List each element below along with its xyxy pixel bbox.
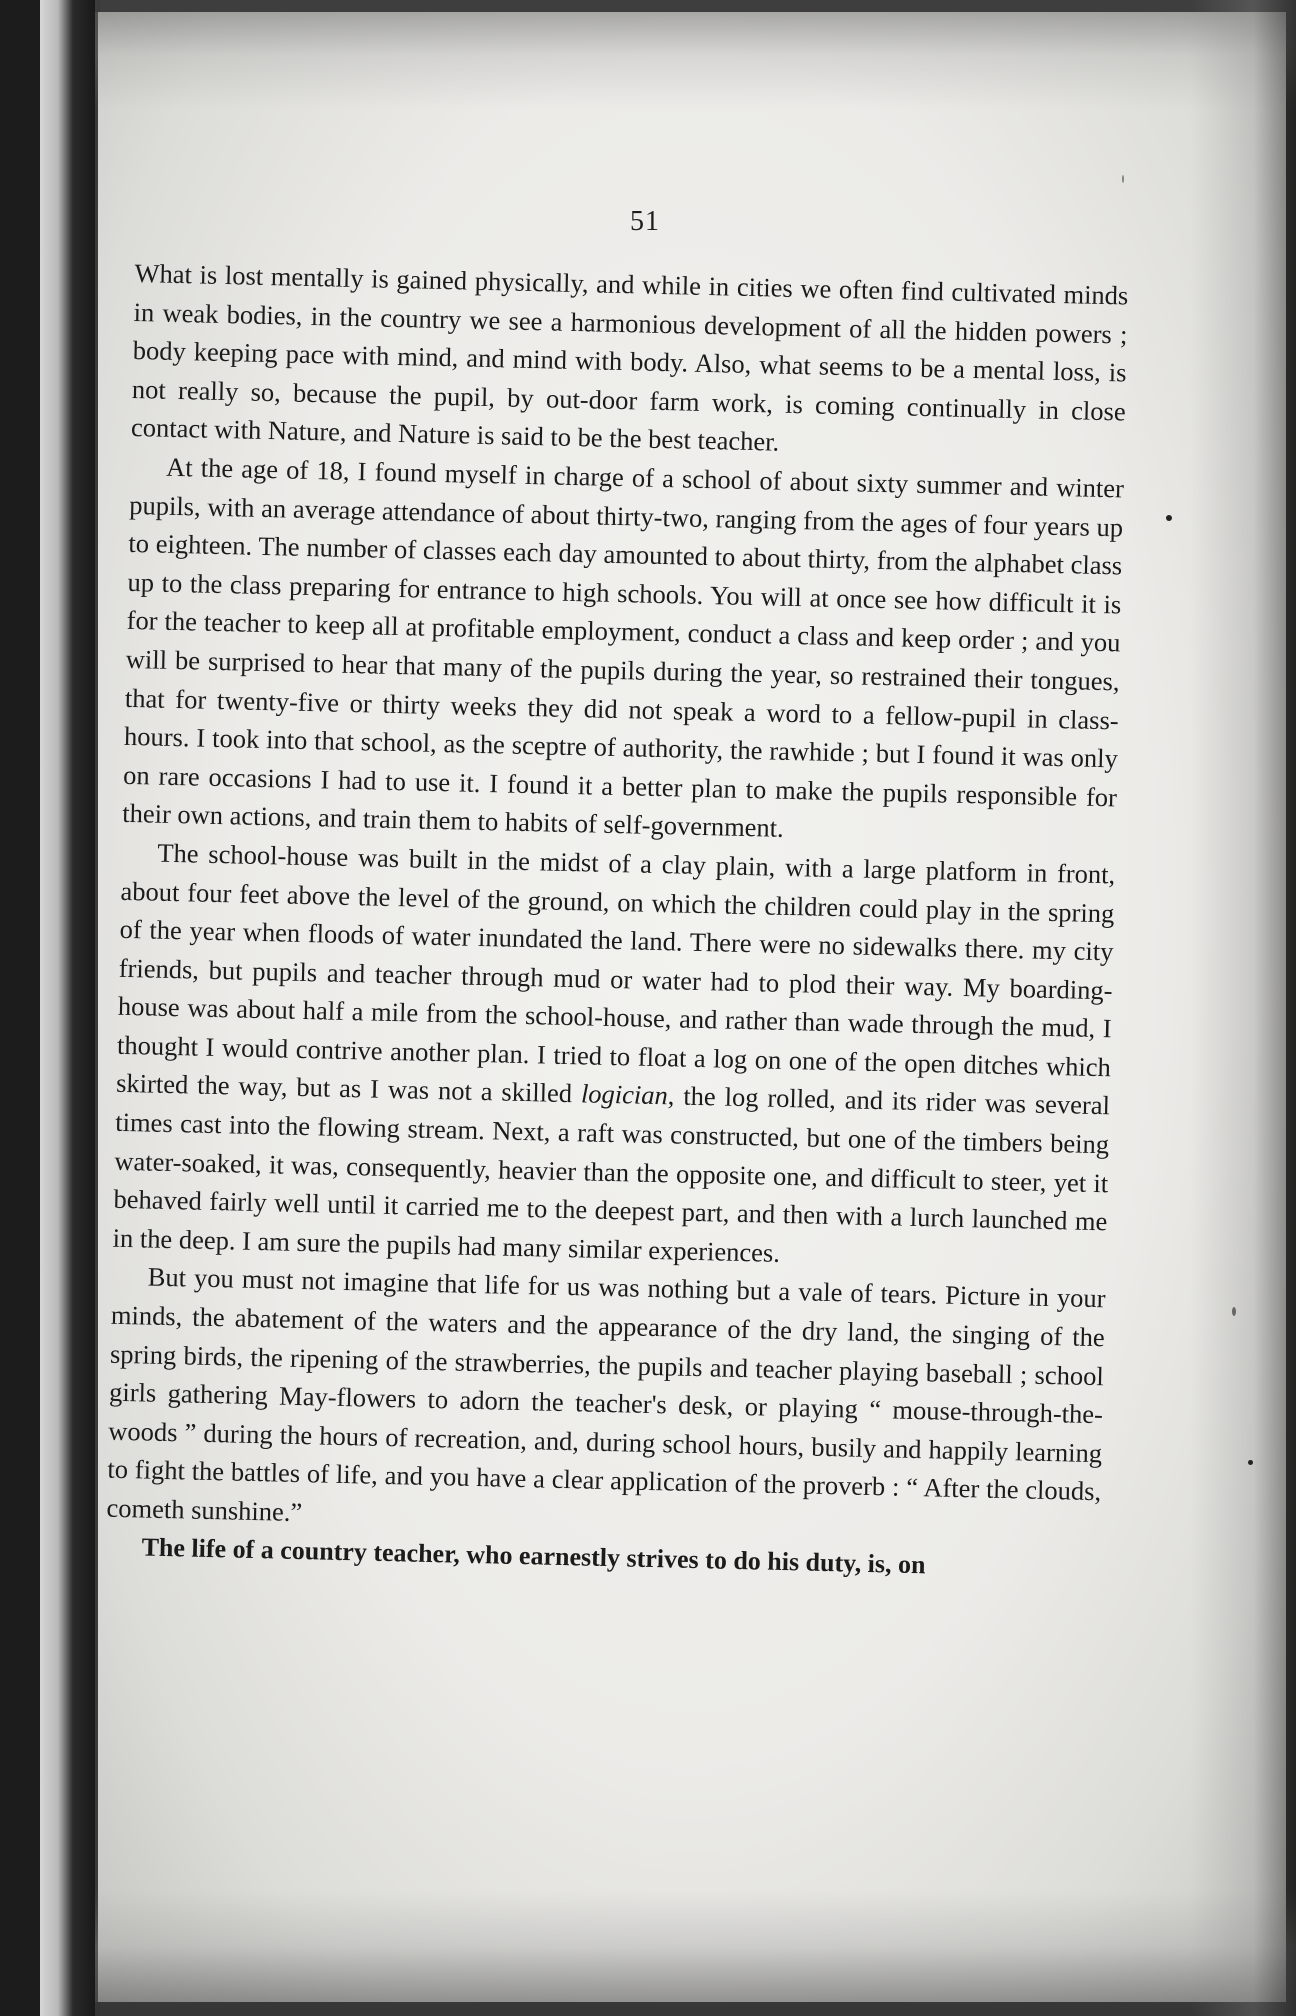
right-edge-shadow [1190,0,1296,2016]
paragraph-4: But you must not imagine that life for us was nothing but a vale of tears. Picture in your minds, the abatement of the waters and the appearance of the dry land, the singing of the spring birds, the ripening of the strawberries, the pupils and teacher playing baseball ; school girls gathering May-flowers to adorn the teacher's desk, or playing “ mouse-through-the-woods ” during the hours of recreation, and, during school hours, busily and happily learning to fight the battles of life, and you have a clear application of the proverb : “ After the clouds, cometh sunshine.” [106,1261,1106,1528]
paragraph-5: The life of a country teacher, who earnestly strives to do his duty, is, on [141,1532,926,1579]
scan-speck [1248,1460,1253,1465]
body-text [105,254,1129,1588]
paragraph-3 [112,833,1115,1280]
paragraph-1: What is lost mentally is gained physically, and while in cities we often find cultivated minds in weak bodies, in the country we see a harmonious development of all the hidden powers ; body keeping pace with mind, and mind with body. Also, what seems to be a mental loss, is not really so, because the pupil, by out-door farm work, is coming continually in close contact with Nature, and Nature is said to be the best teacher. [130,257,1129,458]
paragraph-3-italic-word: logician [580,1078,669,1111]
book-spine-shadow [40,0,100,2016]
scan-speck [1166,515,1172,521]
paragraph-3-part-2: , the log rolled, and its rider was several times cast into the flowing stream. Next, a raft was constructed, but one of the timbers being water-soaked, it was, consequently, heavier than the opposite one, and difficult to steer, yet it behaved fairly well until it carried me to the deepest part, and then with a lurch launched me in the deep. I am sure the pupils had many similar experiences. [112,1080,1111,1268]
scan-speck [1232,1307,1236,1316]
bottom-edge-shadow [95,1890,1296,2016]
scan-speck [1122,175,1124,183]
top-edge-shadow [95,0,1296,110]
page-number: 51 [630,206,660,237]
paragraph-3-part-1: The school-house was built in the midst of a clay plain, with a large platform in front, about four feet above the level of the ground, on which the children could play in the spring of the year when floods of water inundated the land. There were no sidewalks there. my city friends, but pupils and teacher through mud or water had to plod their way. My boarding-house was about half a mile from the school-house, and rather than wade through the mud, I thought I would contrive another plan. I tried to float a log on one of the open ditches which skirted the way, but as I was not a skilled [115,837,1116,1109]
paragraph-2: At the age of 18, I found myself in charge of a school of about sixty summer and winter pupils, with an average attendance of about thirty-two, ranging from the ages of four years up to eighteen. The number of classes each day amounted to about thirty, from the alphabet class up to the class preparing for entrance to high schools. You will at once see how difficult it is for the teacher to keep all at profitable employment, conduct a class and keep order ; and you will be surprised to hear that many of the pupils during the year, so restrained their tongues, that for twenty-five or thirty weeks they did not speak a word to a fellow-pupil in class-hours. I took into that school, as the sceptre of authority, the rawhide ; but I found it was only on rare occasions I had to use it. I found it a better plan to make the pupils responsible for their own actions, and train them to habits of self-government. [121,451,1125,844]
